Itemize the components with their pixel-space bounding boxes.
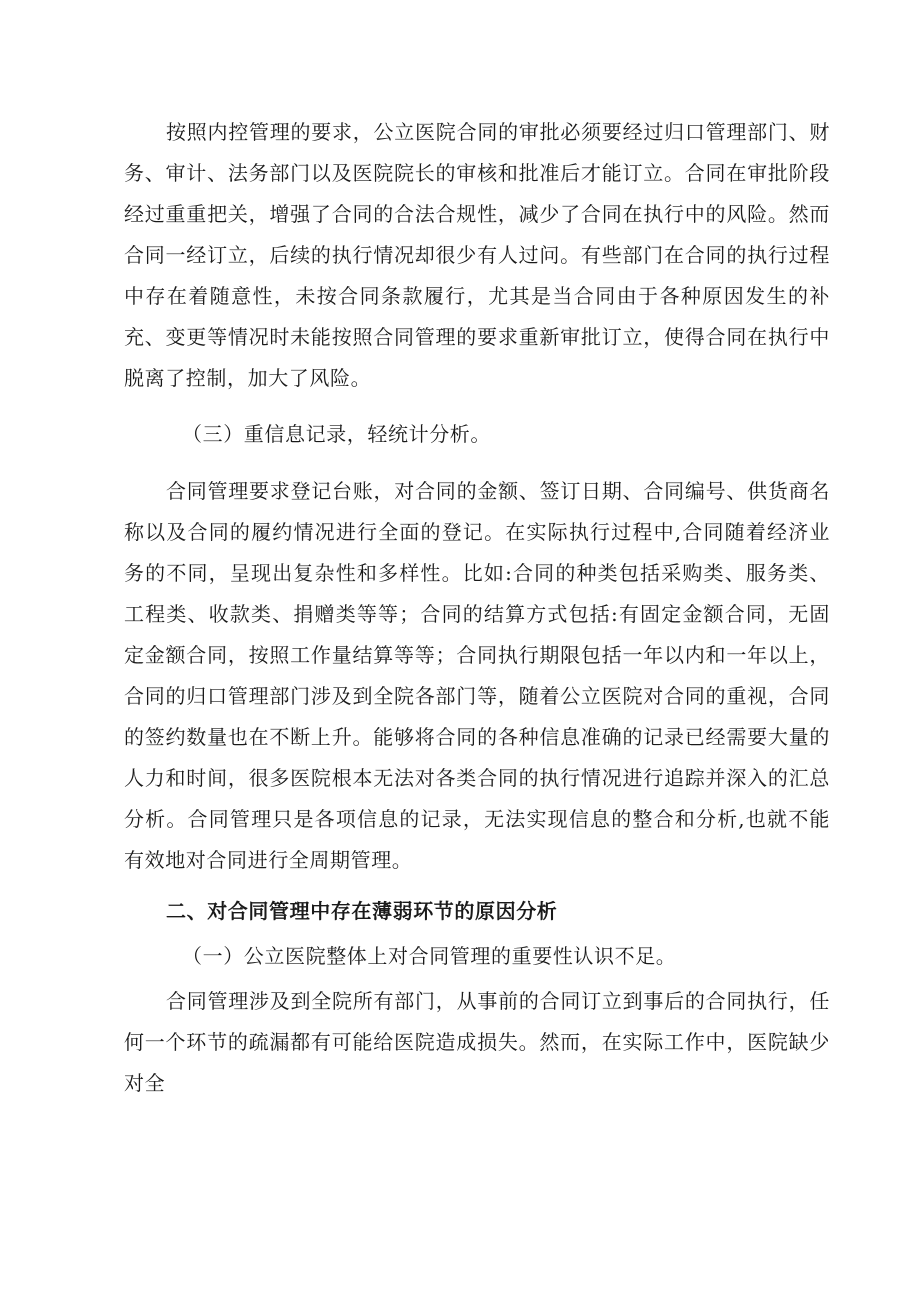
paragraph-contract-approval: 按照内控管理的要求，公立医院合同的审批必须要经过归口管理部门、财务、审计、法务部门以及医院院长的审核和批准后才能订立。合同在审批阶段经过重重把关，增强了合同的合法合规性，减少了合同在执行中的风险。然而合同一经订立，后续的执行情况却很少有人过问。有些部门在合同的执行过程中存在着随意性，未按合同条款履行，尤其是当合同由于各种原因发生的补充、变更等情况时未能按照合同管理的要求重新审批订立，使得合同在执行中脱离了控制，加大了风险。 bbox=[124, 120, 830, 390]
subheading-three: （三）重信息记录，轻统计分析。 bbox=[182, 422, 491, 446]
subheading-one: （一）公立医院整体上对合同管理的重要性认识不足。 bbox=[182, 944, 677, 968]
document-page bbox=[124, 112, 830, 1104]
paragraph-contract-records: 合同管理要求登记台账，对合同的金额、签订日期、合同编号、供货商名称以及合同的履约情况进行全面的登记。在实际执行过程中,合同随着经济业务的不同，呈现出复杂性和多样性。比如:合同的种类包括采购类、服务类、工程类、收款类、捐赠类等等；合同的结算方式包括:有固定金额合同，无固定金额合同，按照工作量结算等等；合同执行期限包括一年以内和一年以上，合同的归口管理部门涉及到全院各部门等，随着公立医院对合同的重视，合同的签约数量也在不断上升。能够将合同的各种信息准确的记录已经需要大量的人力和时间，很多医院根本无法对各类合同的执行情况进行追踪并深入的汇总分析。合同管理只是各项信息的记录，无法实现信息的整合和分析,也就不能有效地对合同进行全周期管理。 bbox=[124, 479, 830, 872]
paragraph-contract-scope: 合同管理涉及到全院所有部门，从事前的合同订立到事后的合同执行，任何一个环节的疏漏都有可能给医院造成损失。然而，在实际工作中，医院缺少对全 bbox=[124, 989, 830, 1095]
section-heading-two: 二、对合同管理中存在薄弱环节的原因分析 bbox=[166, 899, 558, 923]
